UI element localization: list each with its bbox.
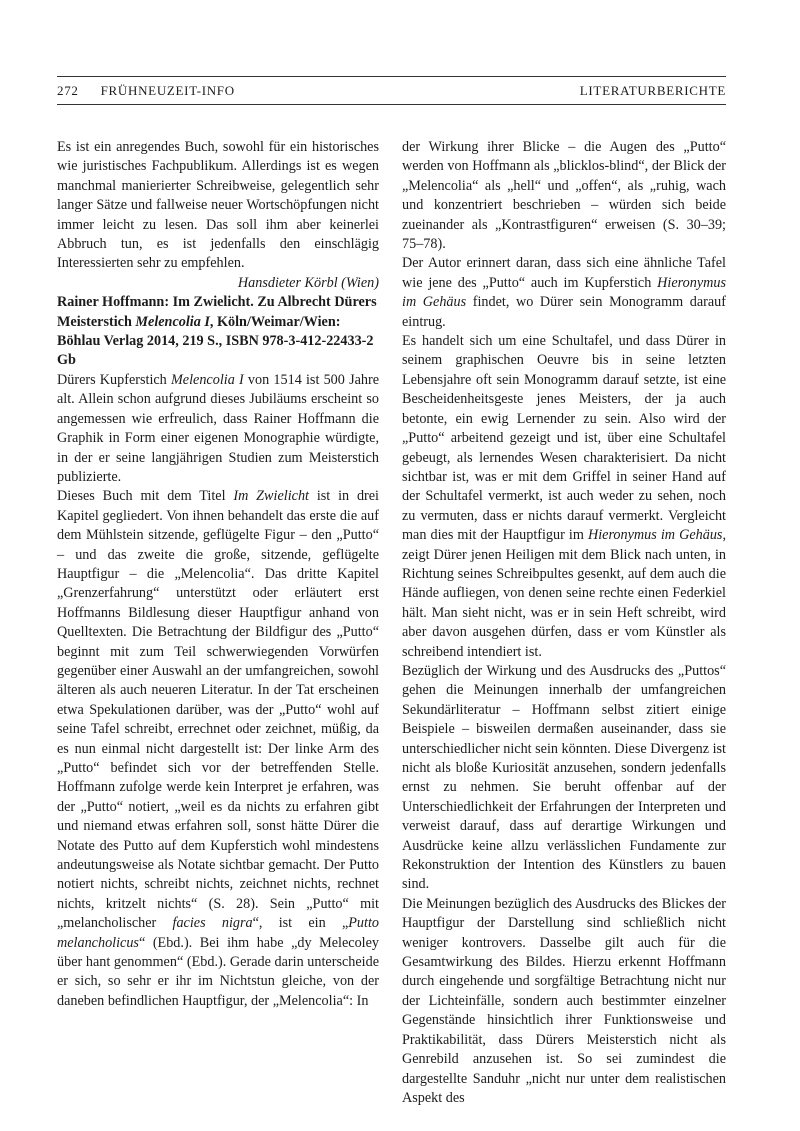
paragraph: Der Autor erinnert daran, dass sich eine ähnliche Tafel wie jene des „Putto“ auch im Kupferstich Hieronymus im Gehäus findet, wo Dürer sein Monogramm darauf eintrug. — [402, 255, 726, 330]
journal-title: FRÜHNEUZEIT-INFO — [100, 82, 235, 98]
paragraph: Dürers Kupferstich Melencolia I von 1514 ist 500 Jahre alt. Allein schon aufgrund dieses Jubiläums erscheint so angemessen wie erfreulich, dass Rainer Hoffmann die Graphik in Form einer eigenen Monographie würdigte, in der er seine langjährigen Studien zum Meisterstich publizierte. — [57, 371, 379, 485]
section-title: LITERATURBERICHTE — [579, 82, 726, 98]
paragraph: Die Meinungen bezüglich des Ausdrucks des Blickes der Hauptfigur der Darstellung sind schließlich nicht weniger kontrovers. Dasselbe gilt auch für die Gesamtwirkung des Bildes. Hierzu erkennt Hoffmann durch eingehende und sorgfältige Betrachtung nicht nur der Lichteinfälle, sondern auch bestimmter einzelner Gegenstände hinsichtlich ihrer Funktionsweise und Praktikabilität, dass Dürers Meisterstich nicht als Genrebild anzusehen ist. So sei zumindest die dargestellte Sanduhr „nicht nur unter dem realistischen Aspekt des — [402, 895, 726, 1106]
page-number: 272 — [57, 82, 79, 98]
running-header — [57, 76, 726, 105]
paragraph: Bezüglich der Wirkung und des Ausdrucks des „Puttos“ gehen die Meinungen innerhalb der umfangreichen Sekundärliteratur – Hoffmann selbst zitiert einige Beispiele – bisweilen dermaßen auseinander, dass sie unterschiedlicher nicht sein könnten. Diese Divergenz ist nicht als bloße Kuriosität anzusehen, sondern jedenfalls ernst zu nehmen. Sie beruht offenbar auf der Unterschiedlichkeit der Erfahrungen der Interpreten und verweist darauf, dass auf derartige Wirkungen und Ausdrücke keine allzu verlässlichen Fundamente zur Rekonstruktion der Intention des Künstlers zu bauen sind. — [402, 662, 726, 893]
left-column — [57, 138, 379, 1011]
right-column — [402, 138, 726, 1108]
reviewer-signature: Hansdieter Körbl (Wien) — [237, 274, 379, 291]
paragraph: Dieses Buch mit dem Titel Im Zwielicht ist in drei Kapitel gegliedert. Von ihnen behandelt das erste die auf dem Mühlstein sitzende, geflügelte Figur – den „Putto“ – und das zweite die große, sitzende, geflügelte Hauptfigur – die „Melencolia“. Das dritte Kapitel „Grenzerfahrung“ unterstützt oder erläutert erst Hoffmanns Bildlesung dieser Hauptfigur anhand von Quelltexten. Die Betrachtung der Bildfigur des „Putto“ beginnt mit zum Teil schwerwiegenden Vorwürfen gegenüber einer Auswahl an der umfangreichen, sowohl älteren als auch neueren Literatur. In der Tat erscheinen etwa Spekulationen darüber, was der „Putto“ wohl auf seine Tafel schreibt, errechnet oder zeichnet, müßig, da es nun einmal nicht dargestellt ist: Der linke Arm des „Putto“ befindet sich vor der betreffenden Stelle. Hoffmann zufolge werde kein Interpret je erfahren, was der „Putto“ notiert, „weil es da nichts zu erfahren gibt und niemand etwas erfahren soll, sonst hätte Dürer die Notate des Putto auf dem Kupferstich wohl mindestens andeutungsweise als Notate sichtbar gemacht. Der Putto notiert nichts, schreibt nichts, zeichnet nichts, rechnet nichts, kritzelt nichts“ (S. 28). Sein „Putto“ mit „melancholischer facies nigra“, ist ein „Putto melancholicus“ (Ebd.). Bei ihm habe „dy Melecoley über hant genommen“ (Ebd.). Gerade darin unterscheide er sich, so sehr er ihr im Nichtstun gleiche, von der daneben befindlichen Hauptfigur, der „Melencolia“: In — [57, 488, 380, 1009]
paragraph: Es ist ein anregendes Buch, sowohl für ein historisches wie juristisches Fachpublikum. Allerdings ist es wegen manchmal manierierter Schreibweise, gelegentlich sehr langer Sätze und fallweise neuer Wortschöpfungen nicht immer leicht zu lesen. Das soll ihm aber keinerlei Abbruch tun, es ist jedenfalls den einschlägig Interessierten sehr zu empfehlen. — [57, 139, 379, 272]
review-heading: Rainer Hoffmann: Im Zwielicht. Zu Albrecht Dürers Meisterstich Melencolia I, Köln/Weimar/Wien: Böhlau Verlag 2014, 219 S., ISBN 978-3-412-22433-2 Gb — [57, 294, 377, 369]
paragraph: Es handelt sich um eine Schultafel, und dass Dürer in seinem graphischen Oeuvre bis in seine letzten Lebensjahre oft sein Monogramm darauf setzte, ist eine Bescheidenheitsgeste jenes Meisters, der ja auch betonte, ein ewig Lernender zu sein. Also wird der „Putto“ arbeitend gezeigt und ist, über eine Schultafel gebeugt, als lernendes Wesen charakterisiert. Da nicht sichtbar ist, was er mit dem Griffel in seiner Hand auf der Schultafel vermerkt, ist auch weder zu sehen, noch zu vermuten, dass er nichts darauf vermerkt. Vergleicht man dies mit der Hauptfigur im Hieronymus im Gehäus, zeigt Dürer jenen Heiligen mit dem Blick nach unten, in Richtung seines Schreibpultes gesenkt, auf dem auch die Hände aufliegen, von denen seine rechte einen Federkiel hält. Man sieht nicht, was er in sein Heft schreibt, wird aber davon ausgehen dürfen, dass er vom Künstler als schreibend intendiert ist. — [402, 333, 726, 660]
paragraph: der Wirkung ihrer Blicke – die Augen des „Putto“ werden von Hoffmann als „blicklos-blind“, der Blick der „Melencolia“ als „hell“ und „offen“, als „ruhig, wach und konzentriert beschrieben – würden sich beide zueinander als „Kontrastfiguren“ erweisen (S. 30–39; 75–78). — [402, 139, 726, 253]
